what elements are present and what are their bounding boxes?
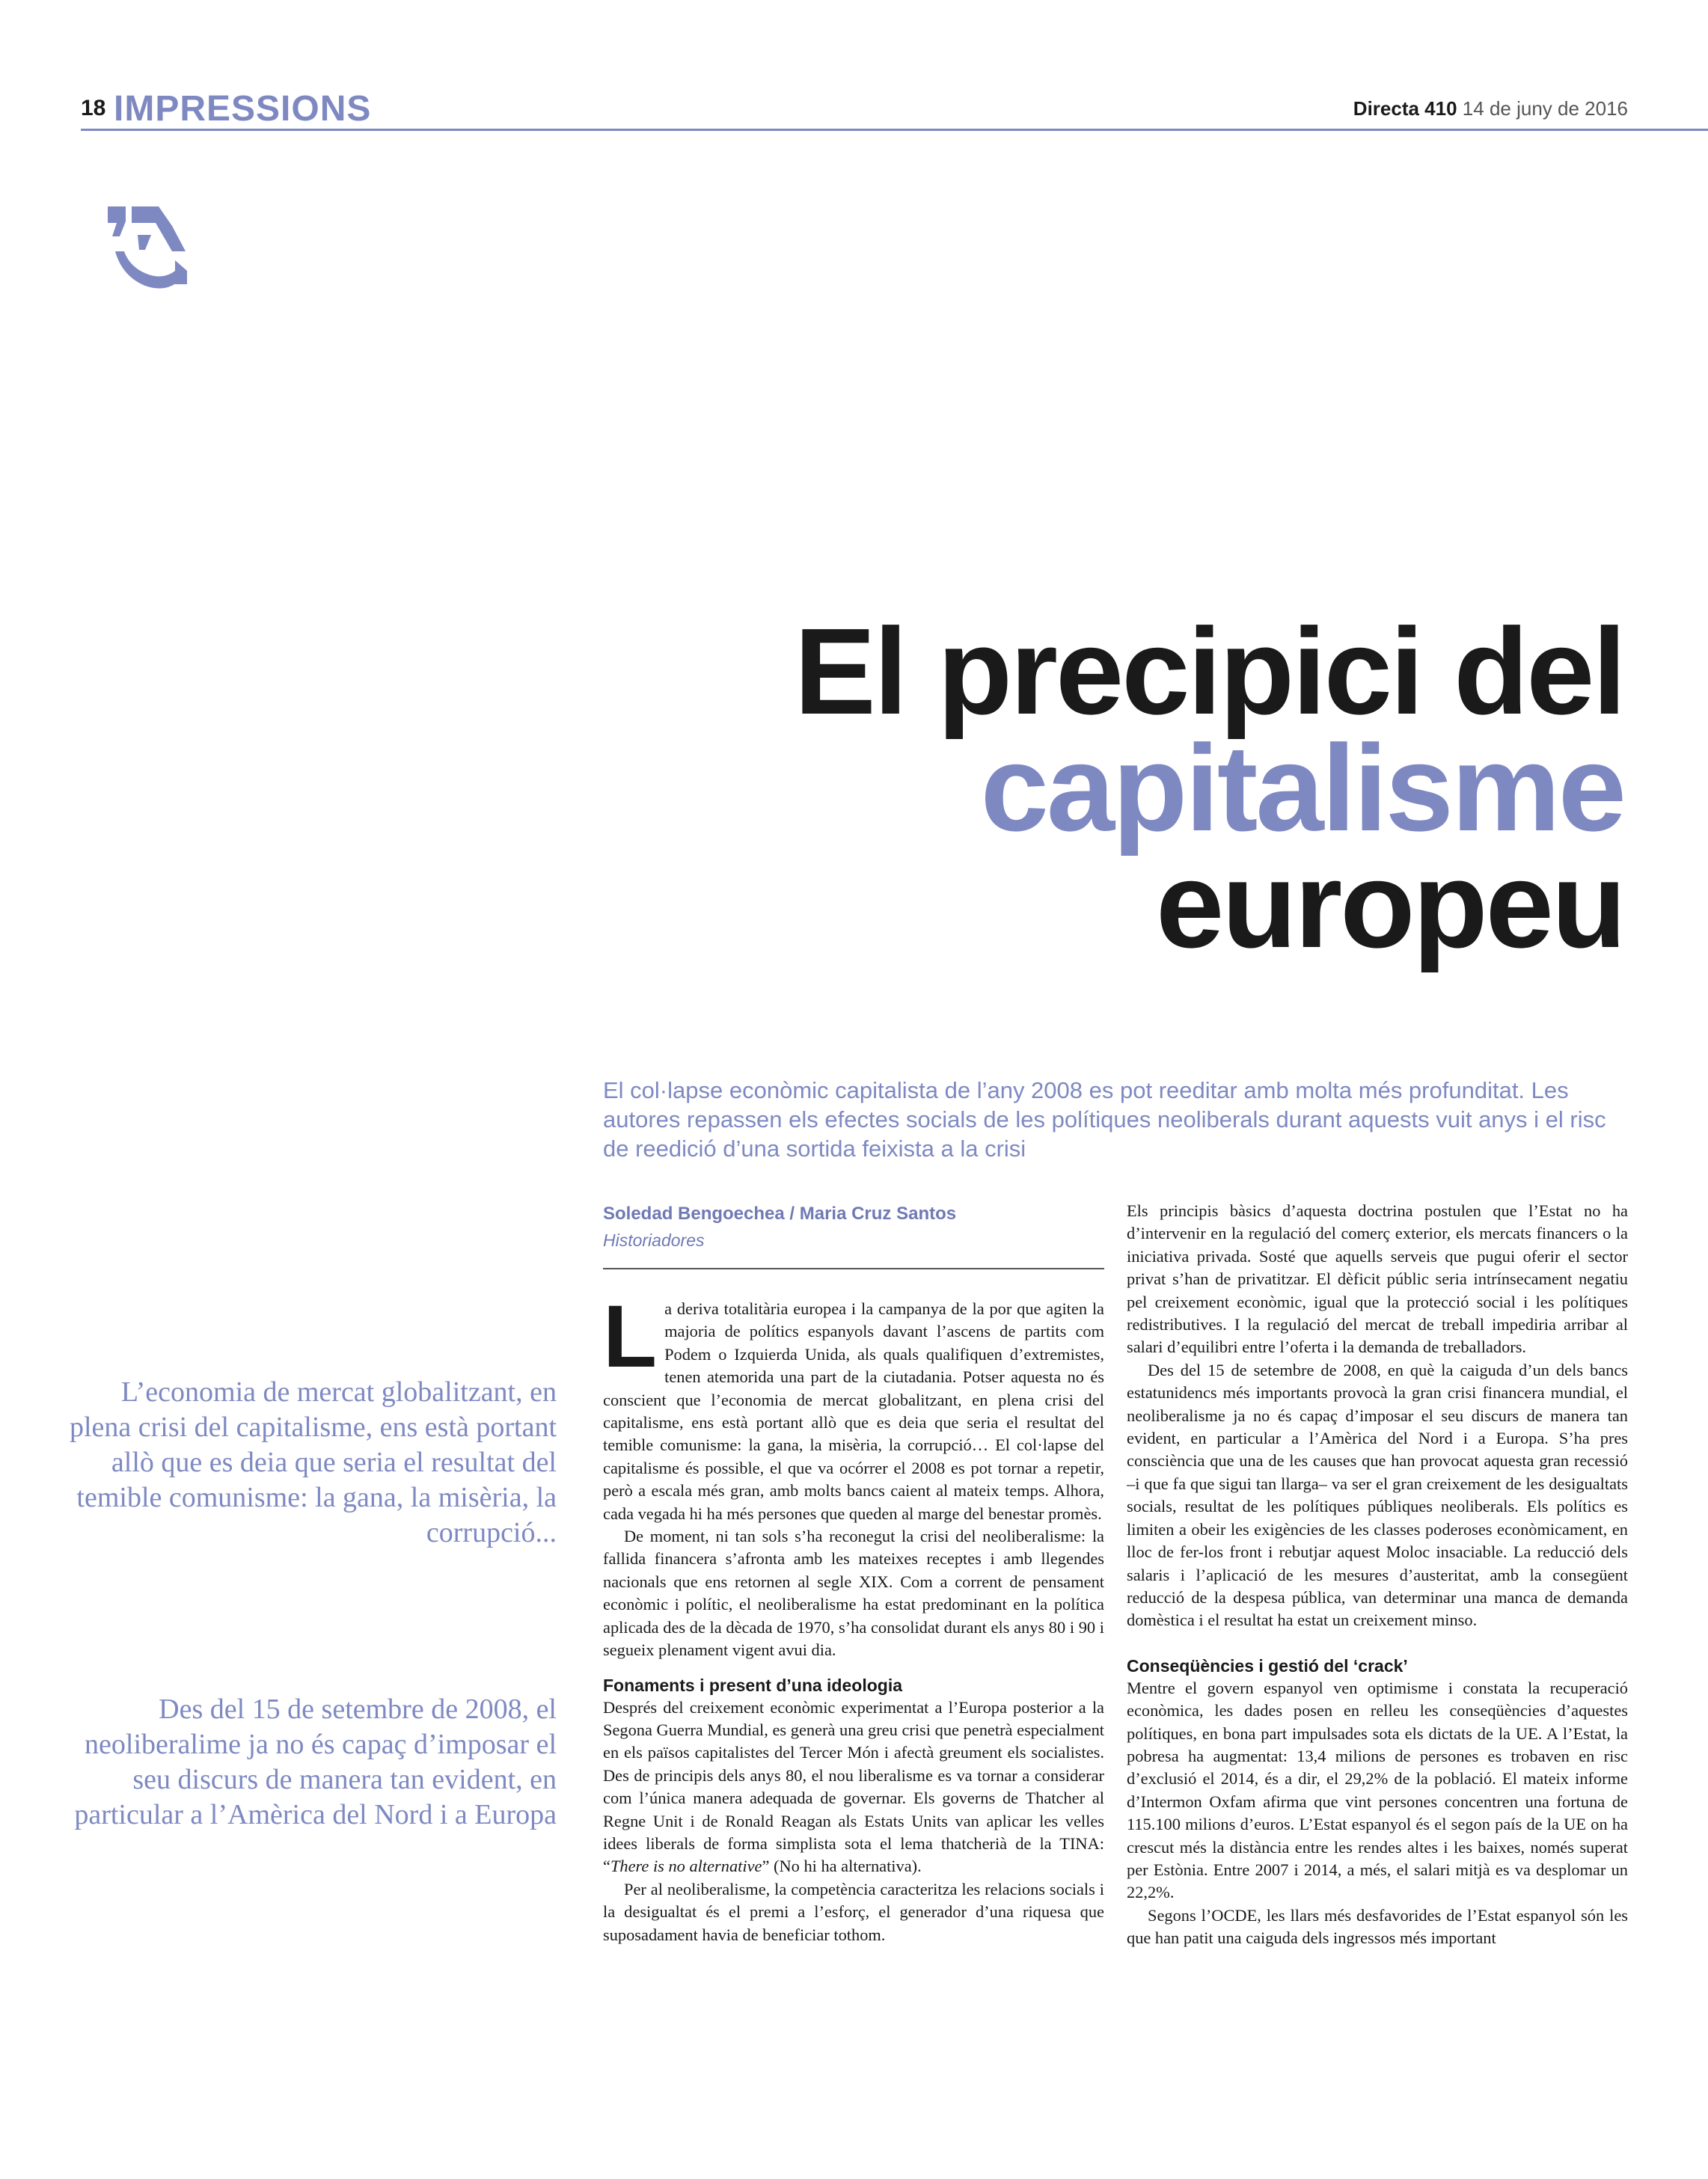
- body-paragraph: Els principis bàsics d’aquesta doctrina postulen que l’Estat no ha d’intervenir en la regulació del comerç exterior, els mercats financers o la iniciativa privada. Sosté que aquells serveis que pugui oferir el sector privat s’han de privatitzar. El dèficit públic seria intrínsecament negatiu pel creixement econòmic, igual que la protecció social i les polítiques redistributives. I la regulació del mercat de treball impediria arribar al salari d’equilibri entre l’oferta i la demanda de treballadors.: [1127, 1201, 1628, 1357]
- body-paragraph: De moment, ni tan sols s’ha reconegut la crisi del neoliberalisme: la fallida financera s’afronta amb les mateixes receptes i amb llegendes nacionals que ens retornen al segle XIX. Com a corrent de pensament econòmic i polític, el neoliberalisme ha estat predominant en la política aplicada des de la dècada de 1970, s’ha consolidat durant els anys 80 i 90 i segueix plenament vigent avui dia.: [603, 1527, 1104, 1660]
- issue-date: 14 de juny de 2016: [1462, 97, 1628, 120]
- body-paragraph: La deriva totalitària europea i la campanya de la por que agiten la majoria de polítics espanyols davant l’ascens de partits com Podem o Izquierda Unida, als quals qualifiquen d’extremistes, tenen atemorida una part de la ciutadania. Potser aquesta no és conscient que l’economia de mercat globalitzant, en plena crisi del capitalisme, ens està portant allò que es deia que seria el resultat del temible comunisme: la gana, la misèria, la corrupció… El col·lapse del capitalisme és possible, el que va ocórrer el 2008 es pot tornar a repetir, però a escala més gran, amb molts bancs caient al mateix temps. Alhora, cada vegada hi ha més persones que queden al marge del benestar promès.: [603, 1298, 1104, 1523]
- byline-role: Historiadores: [603, 1231, 705, 1250]
- quote-italic: There is no alternative: [610, 1857, 762, 1876]
- body-paragraph: Després del creixement econòmic experimentat a l’Europa posterior a la Segona Guerra Mundial, es generà una greu crisi que penetrà especialment en els països capitalistes del Tercer Món i afectà greument els socialistes. Des de principis dels anys 80, el nou liberalisme es va tornar a considerar com l’única manera adequada de governar. Els governs de Thatcher al Regne Unit i de Ronald Reagan als Estats Units van aplicar les velles idees liberals de forma simplista sota el lema thatcherià de la TINA: “There is no alternative” (No hi ha alternativa).: [603, 1697, 1104, 1876]
- byline-authors: Soledad Bengoechea / Maria Cruz Santos: [603, 1204, 957, 1224]
- title-line-2: capitalisme: [980, 720, 1624, 856]
- title-line-1: El precipici del: [794, 603, 1624, 740]
- title-line-3: europeu: [1156, 836, 1624, 973]
- body-paragraph: Segons l’OCDE, les llars més desfavorides de l’Estat espanyol són les que han patit una caiguda dels ingressos més important: [1127, 1905, 1628, 1948]
- page-header: [81, 88, 1708, 135]
- pullquote-2: Des del 15 de setembre de 2008, el neoliberalime ja no és capaç d’imposar el seu discurs de manera tan evident, en particular a l’Amèrica del Nord i a Europa: [74, 1694, 557, 1830]
- issue-info: [1353, 97, 1628, 120]
- header-rule: [81, 129, 1708, 131]
- publication-name: Directa 410: [1353, 97, 1457, 120]
- subheading: Conseqüències i gestió del ‘crack’: [1127, 1655, 1408, 1676]
- article-lead: El col·lapse econòmic capitalista de l’any 2008 es pot reeditar amb molta més profunditat. Les autores repassen els efectes socials de les polítiques neoliberals durant aquests vuit anys i el risc de reedició d’una sortida feixista a la crisi: [603, 1077, 1606, 1162]
- body-paragraph: Des del 15 de setembre de 2008, en què la caiguda d’un dels bancs estatunidencs més importants provocà la gran crisi financera mundial, el neoliberalisme ja no és capaç d’imposar el seu discurs de manera tan evident, en particular a l’Amèrica del Nord i a Europa. S’ha pres consciència que una de les causes que han provocat aquesta gran recessió –i que fa que sigui tan llarga– va ser el gran creixement de les desigualtats socials, resultat de les polítiques públiques neoliberals. Els polítics es limiten a obeir les exigències de les classes poderoses econòmicament, en lloc de fer-los front i rebutjar aquest Moloc insaciable. La reducció dels salaris i l’aplicació de les mesures d’austeritat, amb la consegüent reducció de la despesa pública, van determinar una manca de demanda domèstica i el resultat ha estat un creixement minso.: [1127, 1360, 1628, 1630]
- article-title: [794, 603, 1624, 973]
- page-number: 18: [81, 96, 106, 120]
- drop-cap: L: [603, 1298, 658, 1386]
- body-paragraph: Per al neoliberalisme, la competència caracteritza les relacions socials i la desigualtat és el premi a l’esforç, el generador d’una riquesa que suposadament havia de beneficiar tothom.: [603, 1879, 1104, 1944]
- byline-rule: [603, 1268, 1104, 1269]
- body-column-1: [603, 1298, 1104, 2166]
- section-title: IMPRESSIONS: [114, 89, 372, 129]
- subheading: Fonaments i present d’una ideologia: [603, 1675, 902, 1695]
- body-column-2: [1127, 1200, 1628, 2165]
- body-paragraph: Mentre el govern espanyol ven optimisme i constata la recuperació econòmica, les dades posen en relleu les conseqüències d’aquestes polítiques, en bona part impulsades sota els dictats de la UE. A l’Estat, la pobresa ha augmentat: 13,4 milions de persones es trobaven en risc d’exclusió el 2014, és a dir, el 29,2% de la població. El mateix informe d’Intermon Oxfam afirma que vint persones concentren una fortuna de 115.100 milions d’euros. L’Estat espanyol és el segon país de la UE on ha crescut més la distància entre les rendes altes i les baixes, només superat per Estònia. Entre 2007 i 2014, a més, el salari mitjà es va desplomar un 22,2%.: [1127, 1678, 1628, 1902]
- pullquote-1: L’economia de mercat globalitzant, en plena crisi del capitalisme, ens està portant allò que es deia que seria el resultat del temible comunisme: la gana, la misèria, la corrupció...: [69, 1376, 557, 1548]
- opinion-head-icon: [103, 196, 208, 301]
